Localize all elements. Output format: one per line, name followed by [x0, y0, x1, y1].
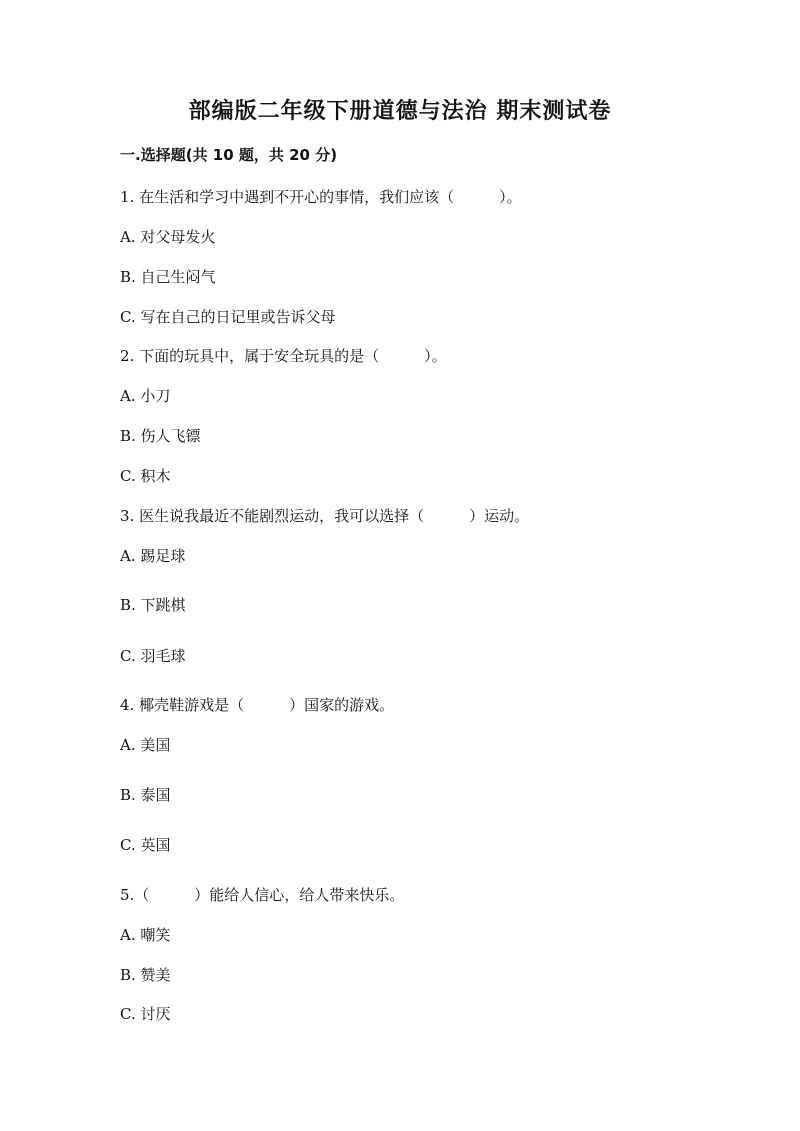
question-5-option-b: B. 赞美 — [120, 966, 171, 984]
question-5-option-c: C. 讨厌 — [120, 1005, 171, 1023]
question-1-stem: 1. 在生活和学习中遇到不开心的事情，我们应该（ ）。 — [120, 188, 522, 206]
question-1-option-b: B. 自己生闷气 — [120, 268, 216, 286]
question-3-stem: 3. 医生说我最近不能剧烈运动，我可以选择（ ）运动。 — [120, 507, 530, 525]
section-heading: 一.选择题(共 10 题，共 20 分) — [120, 146, 338, 164]
question-4-stem: 4. 椰壳鞋游戏是（ ）国家的游戏。 — [120, 696, 395, 714]
question-5-option-a: A. 嘲笑 — [120, 926, 171, 944]
question-1-option-a: A. 对父母发火 — [120, 228, 216, 246]
question-4-option-b: B. 泰国 — [120, 786, 171, 804]
question-5-stem: 5.（ ）能给人信心，给人带来快乐。 — [120, 886, 405, 904]
question-2-option-b: B. 伤人飞镖 — [120, 427, 201, 445]
question-1-option-c: C. 写在自己的日记里或告诉父母 — [120, 308, 336, 326]
question-3-option-a: A. 踢足球 — [120, 547, 186, 565]
exam-title: 部编版二年级下册道德与法治 期末测试卷 — [188, 99, 612, 124]
question-2-option-c: C. 积木 — [120, 467, 171, 485]
question-3-option-c: C. 羽毛球 — [120, 647, 186, 665]
question-2-option-a: A. 小刀 — [120, 387, 171, 405]
question-4-option-c: C. 英国 — [120, 836, 171, 854]
question-4-option-a: A. 美国 — [120, 736, 171, 754]
question-2-stem: 2. 下面的玩具中，属于安全玩具的是（ ）。 — [120, 347, 447, 365]
question-3-option-b: B. 下跳棋 — [120, 596, 186, 614]
